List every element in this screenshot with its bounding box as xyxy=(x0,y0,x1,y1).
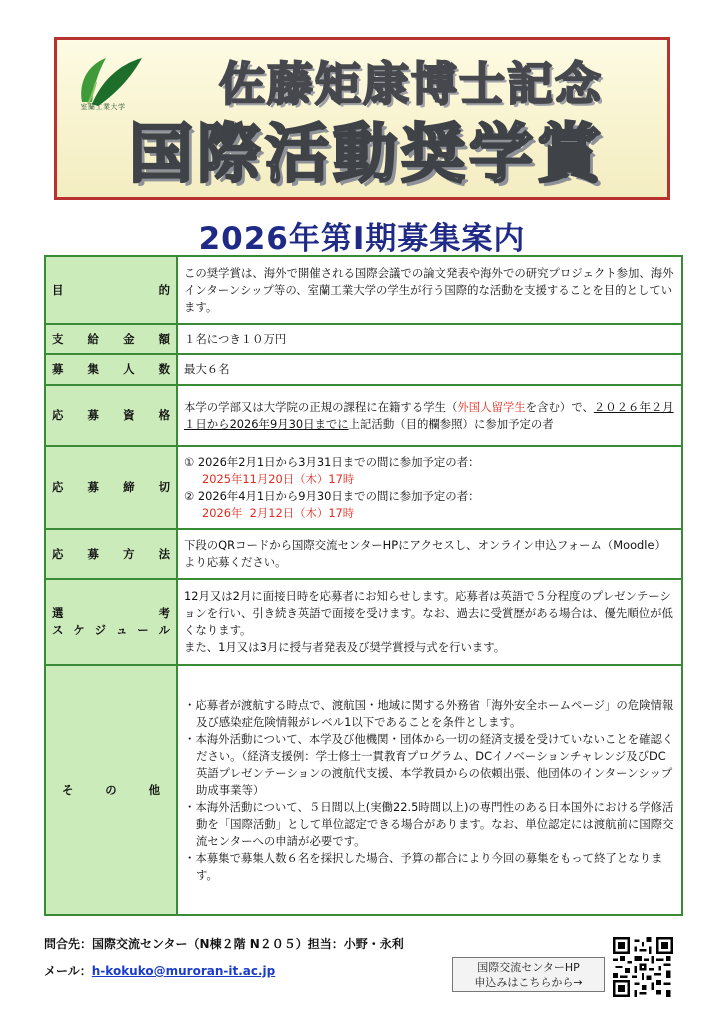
contact-info: 問合先：国際交流センター（N棟２階 N２０５）担当：小野・永利 xyxy=(44,937,404,951)
eligibility-text: を含む）で、 xyxy=(525,399,594,414)
label-char: 的 xyxy=(158,282,170,297)
label-amount xyxy=(45,324,177,354)
row-amount xyxy=(45,324,682,354)
label-method xyxy=(45,529,177,579)
label-char: ュ xyxy=(115,623,128,637)
other-bullet: ・本募集で募集人数６名を採択した場合、予算の都合により今回の募集をもって終了となります。 xyxy=(184,850,663,882)
eligibility-period: ２０２６年２月１日から2026年9月30日までに xyxy=(184,399,674,431)
row-number xyxy=(45,354,682,385)
row-schedule xyxy=(45,579,682,665)
label-char: 募 xyxy=(87,408,99,422)
mail-label: メール： xyxy=(44,964,92,978)
label-char: 数 xyxy=(158,362,170,376)
label-char: ー xyxy=(137,623,149,637)
value-eligibility xyxy=(177,385,682,446)
value-deadline xyxy=(177,446,682,529)
label-number xyxy=(45,354,177,385)
mail-line xyxy=(44,962,275,979)
qr-code-icon[interactable] xyxy=(613,937,673,997)
row-other xyxy=(45,665,682,915)
label-char: 募 xyxy=(87,546,99,561)
label-char: 人 xyxy=(123,362,135,376)
label-char: 方 xyxy=(123,546,135,561)
title-banner xyxy=(54,37,670,200)
other-bullet: ・本海外活動について、本学及び他機関・団体から一切の経済支援を受けていないことを確認ください。（経済支援例：学士修士一貫教育プログラム、DCイノベーションチャレンジ及びDC英語プレゼンテーションの渡航代支援、本学教員からの依頼出張、他団体のインターンシップ助成事業等） xyxy=(184,731,674,797)
schedule-text-2: また、1月又は3月に授与者発表及び奨学賞授与式を行います。 xyxy=(184,640,506,654)
row-purpose xyxy=(45,256,682,324)
label-char: の xyxy=(105,782,117,797)
logo-caption: 室蘭工業大学 xyxy=(80,103,126,111)
title-line-1: 佐藤矩康博士記念 xyxy=(219,57,603,111)
value-amount: １名につき１０万円 xyxy=(177,324,682,354)
schedule-text-1: 12月又は2月に面接日時を応募者にお知らせします。応募者は英語で５分程度のプレゼンテーションを行い、引き続き英語で面接を受けます。なお、過去に受賞歴がある場合は、優先順位が低くなります。 xyxy=(184,589,673,637)
deadline-date-2: 2026年 2月12日（木）17時 xyxy=(202,505,355,520)
label-char: 給 xyxy=(87,331,99,346)
row-method xyxy=(45,529,682,579)
value-number: 最大６名 xyxy=(177,354,682,385)
value-schedule xyxy=(177,579,682,665)
label-char: 締 xyxy=(123,480,135,494)
label-char: 集 xyxy=(87,362,99,376)
eligibility-highlight: 外国人留学生 xyxy=(457,399,526,414)
label-char: 選 xyxy=(52,606,64,620)
page-subtitle: 2026年第Ⅰ期募集案内 xyxy=(198,221,526,257)
value-purpose: この奨学賞は、海外で開催される国際会議での論文発表や海外での研究プロジェクト参加、海外インターンシップ等の、室蘭工業大学の学生が行う国際的な活動を支援することを目的としています。 xyxy=(177,256,682,324)
label-char: 額 xyxy=(158,331,170,346)
hp-note-line-1: 国際交流センターHP xyxy=(477,961,580,974)
label-char: ル xyxy=(158,623,170,637)
label-other xyxy=(45,665,177,915)
other-bullet: ・応募者が渡航する時点で、渡航国・地域に関する外務省「海外安全ホームページ」の危険情報及び感染症危険情報がレベル1以下であることを条件とします。 xyxy=(184,697,674,729)
label-char: 法 xyxy=(158,546,170,561)
label-char: ジ xyxy=(94,623,107,637)
label-eligibility xyxy=(45,385,177,446)
eligibility-text: 本学の学部又は大学院の正規の課程に在籍する学生（ xyxy=(184,399,458,414)
label-char: 他 xyxy=(148,782,160,797)
label-char: 資 xyxy=(123,408,135,422)
label-char: 切 xyxy=(158,480,170,494)
deadline-date-1: 2025年11月20日（木）17時 xyxy=(202,471,355,486)
university-logo-icon xyxy=(68,50,148,124)
hp-note-box xyxy=(452,957,605,992)
label-char: 応 xyxy=(52,546,64,561)
label-char: 金 xyxy=(123,331,135,346)
value-other xyxy=(177,665,682,915)
other-bullet: ・本海外活動について、５日間以上(実働22.5時間以上)の専門性のある日本国外における学修活動を「国際活動」として単位認定できる場合があります。なお、単位認定には渡航前に国際交流センターへの申請が必要です。 xyxy=(184,799,674,848)
label-char: 応 xyxy=(52,408,64,422)
label-char: 目 xyxy=(52,282,64,297)
deadline-item-1: ① 2026年2月1日から3月31日までの間に参加予定の者： xyxy=(184,454,480,469)
mail-link[interactable]: h-kokuko@muroran-it.ac.jp xyxy=(91,964,276,978)
eligibility-text: 上記活動（目的欄参照）に参加予定の者 xyxy=(348,416,554,431)
row-eligibility xyxy=(45,385,682,446)
label-char: ス xyxy=(52,623,64,637)
label-char: そ xyxy=(62,782,74,797)
label-char: 募 xyxy=(87,480,99,494)
info-table xyxy=(44,255,683,916)
label-char: 格 xyxy=(158,408,170,422)
deadline-item-2: ② 2026年4月1日から9月30日までの間に参加予定の者： xyxy=(184,488,480,503)
value-method: 下段のQRコードから国際交流センターHPにアクセスし、オンライン申込フォーム（Moodle）より応募ください。 xyxy=(177,529,682,579)
row-deadline xyxy=(45,446,682,529)
label-deadline xyxy=(45,446,177,529)
label-char: ケ xyxy=(73,623,85,637)
hp-note-line-2: 申込みはこちらから→ xyxy=(474,976,583,989)
title-line-2: 国際活動奨学賞 xyxy=(129,118,605,192)
label-char: 考 xyxy=(158,606,170,620)
label-schedule xyxy=(45,579,177,665)
label-char: 募 xyxy=(52,362,64,376)
label-char: 応 xyxy=(52,480,64,494)
label-char: 支 xyxy=(52,331,64,346)
label-purpose xyxy=(45,256,177,324)
